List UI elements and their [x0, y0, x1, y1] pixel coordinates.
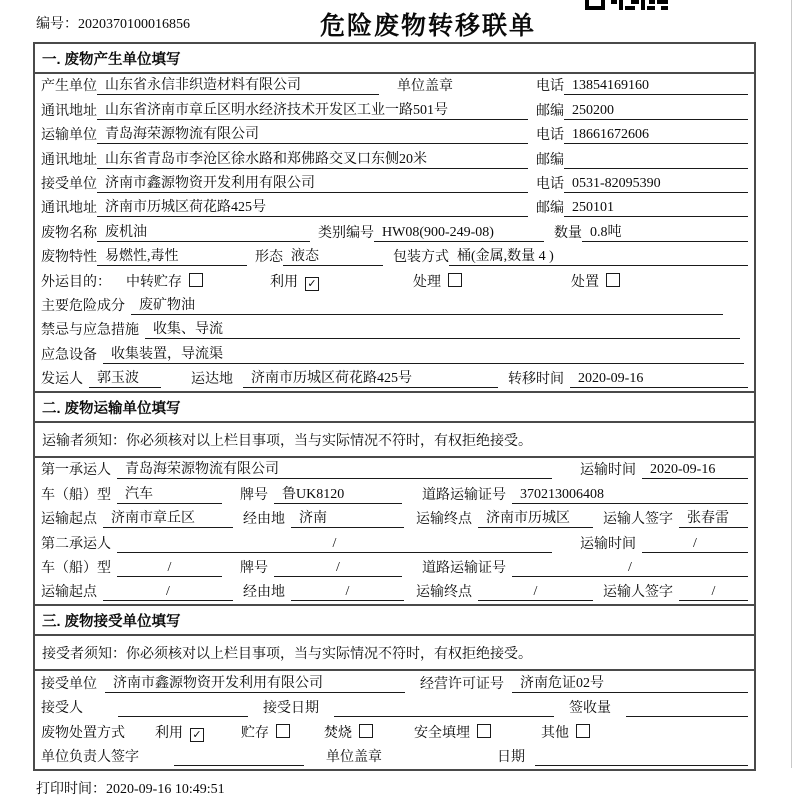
disposal-method-label: 废物处置方式	[41, 725, 125, 741]
route-start-1-value: 济南市章丘区	[103, 507, 233, 528]
plate-number-2-label: 牌号	[240, 561, 268, 577]
disposal-option-landfill	[414, 722, 491, 742]
checkbox-dispose	[606, 273, 620, 287]
waste-code-label: 类别编号	[318, 225, 374, 241]
qr-code-fragment	[585, 0, 668, 11]
disposal-option-incinerate-label: 焚烧	[324, 725, 352, 741]
serial-number-label: 编号：	[36, 17, 78, 32]
plate-number-2-value: /	[274, 560, 402, 577]
packing-method-label: 包装方式	[393, 250, 449, 266]
signed-quantity-value	[626, 716, 748, 717]
responsible-sign-value	[174, 765, 304, 766]
purpose-option-treat-label: 处理	[413, 274, 441, 290]
transport-address-value: 山东省青岛市李沧区徐水路和郑佛路交叉口东侧20米	[97, 148, 528, 169]
route-via-2-label: 经由地	[243, 585, 285, 601]
waste-quantity-value: 0.8吨	[582, 221, 748, 242]
producer-zip-label: 邮编	[536, 103, 564, 119]
disposal-method-row	[35, 720, 754, 744]
producer-zip-value: 250200	[564, 103, 748, 120]
packing-method-value: 桶(金属,数量 4 )	[449, 245, 748, 266]
waste-character-row	[35, 245, 754, 269]
transport-address-row	[35, 147, 754, 171]
checkbox-utilize: ✓	[305, 277, 319, 291]
print-time-label: 打印时间：	[36, 781, 106, 797]
plate-number-1-value: 鲁UK8120	[274, 483, 402, 504]
section-2-header: 二. 废物运输单位填写	[35, 391, 754, 423]
route-2-row	[35, 580, 754, 604]
vehicle-type-2-value: /	[117, 560, 222, 577]
accept-unit-value: 济南市鑫源物资开发利用有限公司	[105, 672, 405, 693]
acceptor-value	[118, 716, 248, 717]
plate-number-1-label: 牌号	[240, 487, 268, 503]
producer-unit-value: 山东省永信非织造材料有限公司	[97, 74, 379, 95]
receiver-address-label: 通讯地址	[41, 201, 97, 217]
signed-quantity-label: 签收量	[569, 701, 611, 717]
disposal-option-store-label: 贮存	[241, 725, 269, 741]
road-license-2-label: 道路运输证号	[422, 561, 506, 577]
transfer-purpose-row	[35, 269, 754, 293]
waste-form-value: 液态	[283, 245, 383, 266]
route-start-2-value: /	[103, 584, 233, 601]
checkbox-disposal-landfill	[477, 724, 491, 738]
transport-time-2-label: 运输时间	[580, 536, 636, 552]
checkbox-storage	[189, 273, 203, 287]
waste-character-value: 易燃性,毒性	[97, 245, 247, 266]
transporter-notice: 运输者须知：你必须核对以上栏目事项，当与实际情况不符时，有权拒绝接受。	[35, 423, 754, 458]
purpose-option-dispose	[571, 271, 620, 291]
unit-seal-label: 单位盖章	[326, 749, 382, 765]
waste-character-label: 废物特性	[41, 250, 97, 266]
form-title: 危险废物转移联单	[319, 12, 536, 40]
hazard-component-row	[35, 294, 754, 318]
producer-seal-label: 单位盖章	[397, 79, 453, 95]
document-header	[0, 0, 796, 42]
producer-unit-label: 产生单位	[41, 79, 97, 95]
route-start-2-label: 运输起点	[41, 585, 97, 601]
receiver-unit-value: 济南市鑫源物资开发利用有限公司	[97, 172, 528, 193]
responsible-sign-label: 单位负责人签字	[41, 749, 139, 765]
route-1-row	[35, 507, 754, 531]
waste-name-label: 废物名称	[41, 225, 97, 241]
road-license-1-value: 370213006408	[512, 487, 748, 504]
waste-quantity-label: 数量	[554, 225, 582, 241]
first-carrier-row	[35, 458, 754, 482]
route-via-1-value: 济南	[291, 507, 404, 528]
receiver-unit-row	[35, 172, 754, 196]
dispatcher-value: 郭玉波	[89, 367, 161, 388]
receiver-phone-label: 电话	[536, 176, 564, 192]
second-carrier-label: 第二承运人	[41, 536, 111, 552]
sign-date-value	[535, 765, 748, 766]
operate-license-label: 经营许可证号	[420, 676, 504, 692]
destination-label: 运达地	[191, 372, 233, 388]
purpose-option-storage	[126, 271, 203, 291]
section-1-header: 一. 废物产生单位填写	[35, 44, 754, 74]
transport-zip-value	[564, 168, 748, 169]
transport-address-label: 通讯地址	[41, 152, 97, 168]
transport-time-1-value: 2020-09-16	[642, 462, 748, 479]
waste-name-row	[35, 220, 754, 244]
transport-phone-value: 18661672606	[564, 127, 748, 144]
transport-unit-row	[35, 123, 754, 147]
producer-unit-row	[35, 74, 754, 98]
transporter-sign-1-value: 张春雷	[679, 507, 748, 528]
first-carrier-value: 青岛海荣源物流有限公司	[117, 458, 552, 479]
second-carrier-row	[35, 531, 754, 555]
transport-phone-label: 电话	[536, 128, 564, 144]
transport-unit-label: 运输单位	[41, 128, 97, 144]
disposal-option-utilize-label: 利用	[155, 725, 183, 741]
vehicle-type-1-label: 车（船）型	[41, 487, 111, 503]
disposal-option-other	[541, 722, 590, 742]
producer-address-row	[35, 98, 754, 122]
producer-phone-value: 13854169160	[564, 78, 748, 95]
transfer-date-value: 2020-09-16	[570, 371, 748, 388]
transfer-date-label: 转移时间	[508, 372, 564, 388]
dispatch-row	[35, 367, 754, 391]
receiver-zip-value: 250101	[564, 200, 748, 217]
sign-date-label: 日期	[497, 749, 525, 765]
route-end-1-label: 运输终点	[416, 512, 472, 528]
transport-time-2-value: /	[642, 536, 748, 553]
route-end-1-value: 济南市历城区	[478, 507, 593, 528]
transport-time-1-label: 运输时间	[580, 463, 636, 479]
vehicle-type-2-label: 车（船）型	[41, 561, 111, 577]
transporter-sign-2-label: 运输人签字	[603, 585, 673, 601]
transport-unit-value: 青岛海荣源物流有限公司	[97, 123, 528, 144]
vehicle-2-row	[35, 556, 754, 580]
checkbox-disposal-store	[276, 724, 290, 738]
transport-zip-label: 邮编	[536, 152, 564, 168]
route-start-1-label: 运输起点	[41, 512, 97, 528]
purpose-option-storage-label: 中转贮存	[126, 274, 182, 290]
producer-address-label: 通讯地址	[41, 103, 97, 119]
route-end-2-label: 运输终点	[416, 585, 472, 601]
print-time	[36, 778, 796, 798]
print-time-value: 2020-09-16 10:49:51	[106, 781, 225, 797]
receiver-notice: 接受者须知：你必须核对以上栏目事项，当与实际情况不符时，有权拒绝接受。	[35, 636, 754, 671]
receiver-address-value: 济南市历城区荷花路425号	[97, 196, 528, 217]
disposal-option-incinerate	[324, 722, 373, 742]
waste-name-value: 废机油	[97, 221, 310, 242]
purpose-option-utilize-label: 利用	[270, 274, 298, 290]
acceptor-label: 接受人	[41, 701, 83, 717]
destination-value: 济南市历城区荷花路425号	[243, 367, 498, 388]
vehicle-type-1-value: 汽车	[117, 483, 222, 504]
waste-form-label: 形态	[255, 250, 283, 266]
emergency-measures-row	[35, 318, 754, 342]
purpose-option-treat	[413, 271, 462, 291]
dispatcher-label: 发运人	[41, 372, 83, 388]
second-carrier-value: /	[117, 536, 552, 553]
checkbox-disposal-incinerate	[359, 724, 373, 738]
route-via-2-value: /	[291, 584, 404, 601]
disposal-option-other-label: 其他	[541, 725, 569, 741]
emergency-equipment-row	[35, 342, 754, 366]
acceptor-row	[35, 696, 754, 720]
receiver-unit-label: 接受单位	[41, 176, 97, 192]
checkbox-disposal-other	[576, 724, 590, 738]
accept-unit-row	[35, 671, 754, 695]
checkbox-disposal-utilize: ✓	[190, 728, 204, 742]
section-3-header: 三. 废物接受单位填写	[35, 604, 754, 636]
route-end-2-value: /	[478, 584, 593, 601]
emergency-measures-label: 禁忌与应急措施	[41, 323, 139, 339]
purpose-option-dispose-label: 处置	[571, 274, 599, 290]
first-carrier-label: 第一承运人	[41, 463, 111, 479]
producer-address-value: 山东省济南市章丘区明水经济技术开发区工业一路501号	[97, 99, 528, 120]
emergency-equipment-value: 收集装置，导流渠	[103, 343, 744, 364]
receiver-address-row	[35, 196, 754, 220]
accept-date-label: 接受日期	[263, 701, 319, 717]
accept-date-value	[334, 716, 554, 717]
emergency-equipment-label: 应急设备	[41, 347, 97, 363]
transporter-sign-1-label: 运输人签字	[603, 512, 673, 528]
route-via-1-label: 经由地	[243, 512, 285, 528]
hazard-component-value: 废矿物油	[131, 294, 723, 315]
disposal-option-landfill-label: 安全填埋	[414, 725, 470, 741]
operate-license-value: 济南危证02号	[512, 672, 748, 693]
hazard-component-label: 主要危险成分	[41, 298, 125, 314]
transfer-purpose-label: 外运目的：	[41, 274, 111, 290]
road-license-1-label: 道路运输证号	[422, 487, 506, 503]
checkbox-treat	[448, 273, 462, 287]
scan-page-edge	[791, 0, 792, 768]
serial-number-value: 2020370100016856	[78, 17, 190, 32]
emergency-measures-value: 收集、导流	[145, 318, 740, 339]
transporter-sign-2-value: /	[679, 584, 748, 601]
receiver-zip-label: 邮编	[536, 201, 564, 217]
receiver-phone-value: 0531-82095390	[564, 176, 748, 193]
disposal-option-store	[241, 722, 290, 742]
transfer-form	[33, 42, 756, 771]
accept-unit-label: 接受单位	[41, 676, 97, 692]
road-license-2-value: /	[512, 560, 748, 577]
producer-phone-label: 电话	[536, 79, 564, 95]
disposal-option-utilize	[155, 722, 204, 742]
vehicle-1-row	[35, 482, 754, 506]
purpose-option-utilize	[270, 271, 319, 291]
waste-code-value: HW08(900-249-08)	[374, 225, 544, 242]
responsible-sign-row	[35, 745, 754, 769]
